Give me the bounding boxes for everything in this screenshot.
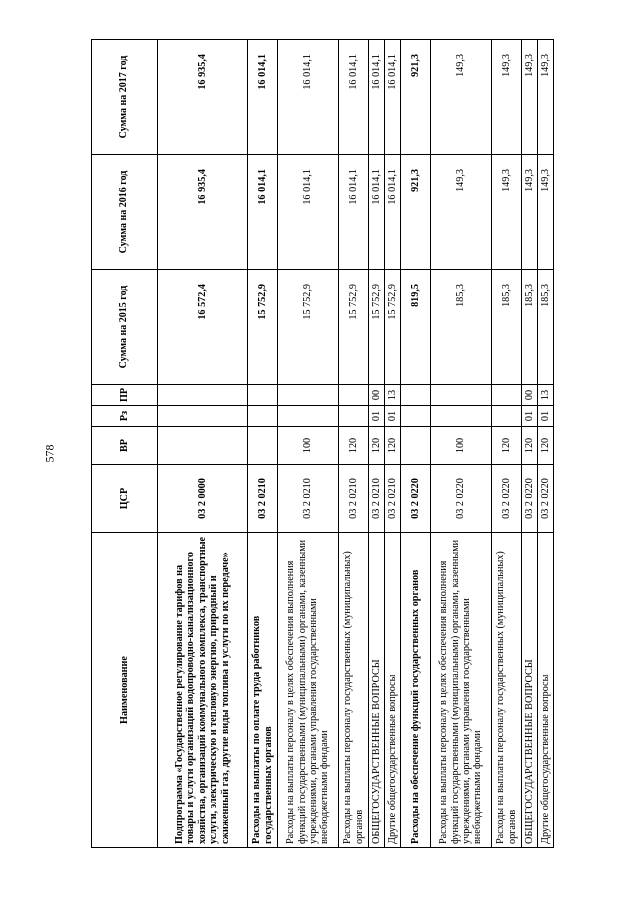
- cell-rz: [431, 406, 492, 427]
- cell-sum-2017: 149,3: [538, 40, 554, 155]
- cell-rz: [248, 406, 278, 427]
- cell-sum-2017: 16 014,1: [248, 40, 278, 155]
- header-sum-2016: Сумма на 2016 год: [92, 155, 158, 270]
- cell-sum-2015: 15 752,9: [339, 270, 369, 385]
- header-sum-2017: Сумма на 2017 год: [92, 40, 158, 155]
- cell-sum-2017: 16 014,1: [278, 40, 339, 155]
- cell-name: Расходы на выплаты персоналу государственных (муниципальных) органов: [339, 533, 369, 848]
- cell-sum-2015: 15 752,9: [385, 270, 401, 385]
- cell-sum-2016: 16 014,1: [369, 155, 385, 270]
- cell-sum-2017: 16 935,4: [158, 40, 248, 155]
- cell-name: Подпрограмма «Государственное регулирование тарифов на товары и услуги организаций водопроводно-канализационного хозяйства, организаций коммунального комплекса, транспортные услуги, электрическую и тепловую энергию, природный и сжиженный газ, другие виды топлива и услуги по их передаче»: [158, 533, 248, 848]
- cell-sum-2016: 16 014,1: [339, 155, 369, 270]
- cell-sum-2017: 149,3: [492, 40, 522, 155]
- budget-table-rotated: [91, 40, 551, 848]
- page-number-text: 578: [42, 444, 57, 462]
- table-row: [431, 40, 492, 848]
- cell-sum-2016: 16 935,4: [158, 155, 248, 270]
- cell-vr: 120: [339, 427, 369, 465]
- table-row: [401, 40, 431, 848]
- cell-sum-2017: 16 014,1: [369, 40, 385, 155]
- cell-vr: 100: [278, 427, 339, 465]
- cell-sum-2015: 15 752,9: [369, 270, 385, 385]
- cell-csr: 03 2 0220: [401, 465, 431, 533]
- cell-name: Другие общегосударственные вопросы: [385, 533, 401, 848]
- header-csr: ЦСР: [92, 465, 158, 533]
- header-pr: ПР: [92, 385, 158, 406]
- cell-sum-2016: 149,3: [522, 155, 538, 270]
- table-row: [339, 40, 369, 848]
- cell-rz: [401, 406, 431, 427]
- cell-csr: 03 2 0210: [248, 465, 278, 533]
- table-row: [522, 40, 538, 848]
- table-row: [385, 40, 401, 848]
- cell-sum-2017: 16 014,1: [339, 40, 369, 155]
- cell-sum-2015: 819,5: [401, 270, 431, 385]
- cell-pr: [339, 385, 369, 406]
- cell-sum-2016: 921,3: [401, 155, 431, 270]
- cell-vr: 120: [538, 427, 554, 465]
- cell-name: Расходы на выплаты персоналу в целях обеспечения выполнения функций государственными (муниципальными) органами, казенными учреждениями, органами управления государственными внебюджетными фондами: [278, 533, 339, 848]
- cell-pr: [401, 385, 431, 406]
- cell-sum-2017: 149,3: [522, 40, 538, 155]
- cell-vr: 120: [492, 427, 522, 465]
- cell-name: Расходы на выплаты персоналу в целях обеспечения выполнения функций государственными (муниципальными) органами, казенными учреждениями, органами управления государственными внебюджетными фондами: [431, 533, 492, 848]
- cell-sum-2015: 185,3: [492, 270, 522, 385]
- cell-sum-2015: 15 752,9: [248, 270, 278, 385]
- cell-vr: [248, 427, 278, 465]
- cell-name: Расходы на выплаты персоналу государственных (муниципальных) органов: [492, 533, 522, 848]
- cell-csr: 03 2 0210: [369, 465, 385, 533]
- cell-rz: [158, 406, 248, 427]
- cell-pr: [492, 385, 522, 406]
- cell-rz: [339, 406, 369, 427]
- budget-table: [91, 39, 554, 848]
- cell-csr: 03 2 0220: [492, 465, 522, 533]
- cell-csr: 03 2 0210: [385, 465, 401, 533]
- cell-name: ОБЩЕГОСУДАРСТВЕННЫЕ ВОПРОСЫ: [522, 533, 538, 848]
- cell-rz: [492, 406, 522, 427]
- page-number: [38, 441, 62, 465]
- table-row: [538, 40, 554, 848]
- cell-vr: 120: [369, 427, 385, 465]
- cell-sum-2017: 16 014,1: [385, 40, 401, 155]
- cell-sum-2017: 149,3: [431, 40, 492, 155]
- cell-csr: 03 2 0000: [158, 465, 248, 533]
- cell-vr: 120: [522, 427, 538, 465]
- cell-sum-2016: 16 014,1: [248, 155, 278, 270]
- cell-name: Расходы на выплаты по оплате труда работников государственных органов: [248, 533, 278, 848]
- cell-vr: 120: [385, 427, 401, 465]
- cell-csr: 03 2 0210: [278, 465, 339, 533]
- cell-sum-2015: 16 572,4: [158, 270, 248, 385]
- cell-vr: 100: [431, 427, 492, 465]
- cell-sum-2015: 15 752,9: [278, 270, 339, 385]
- budget-table-container: [91, 40, 551, 848]
- cell-csr: 03 2 0220: [522, 465, 538, 533]
- cell-pr: [158, 385, 248, 406]
- table-row: [278, 40, 339, 848]
- cell-sum-2015: 185,3: [431, 270, 492, 385]
- cell-rz: 01: [369, 406, 385, 427]
- cell-sum-2016: 16 014,1: [385, 155, 401, 270]
- cell-rz: 01: [385, 406, 401, 427]
- cell-pr: [248, 385, 278, 406]
- cell-rz: 01: [522, 406, 538, 427]
- cell-vr: [158, 427, 248, 465]
- cell-pr: 13: [538, 385, 554, 406]
- cell-sum-2016: 149,3: [538, 155, 554, 270]
- cell-csr: 03 2 0220: [431, 465, 492, 533]
- cell-sum-2017: 921,3: [401, 40, 431, 155]
- cell-rz: 01: [538, 406, 554, 427]
- cell-name: Расходы на обеспечение функций государственных органов: [401, 533, 431, 848]
- cell-pr: [278, 385, 339, 406]
- cell-rz: [278, 406, 339, 427]
- cell-sum-2016: 149,3: [492, 155, 522, 270]
- header-sum-2015: Сумма на 2015 год: [92, 270, 158, 385]
- cell-sum-2015: 185,3: [522, 270, 538, 385]
- table-row: [369, 40, 385, 848]
- cell-sum-2016: 16 014,1: [278, 155, 339, 270]
- cell-csr: 03 2 0220: [538, 465, 554, 533]
- header-vr: ВР: [92, 427, 158, 465]
- cell-name: Другие общегосударственные вопросы: [538, 533, 554, 848]
- cell-sum-2016: 149,3: [431, 155, 492, 270]
- cell-vr: [401, 427, 431, 465]
- cell-pr: 00: [522, 385, 538, 406]
- table-row: [158, 40, 248, 848]
- cell-pr: 00: [369, 385, 385, 406]
- table-header-row: [92, 40, 158, 848]
- cell-sum-2015: 185,3: [538, 270, 554, 385]
- header-rz: Рз: [92, 406, 158, 427]
- cell-pr: [431, 385, 492, 406]
- cell-pr: 13: [385, 385, 401, 406]
- table-row: [492, 40, 522, 848]
- header-name: Наименование: [92, 533, 158, 848]
- table-row: [248, 40, 278, 848]
- cell-name: ОБЩЕГОСУДАРСТВЕННЫЕ ВОПРОСЫ: [369, 533, 385, 848]
- cell-csr: 03 2 0210: [339, 465, 369, 533]
